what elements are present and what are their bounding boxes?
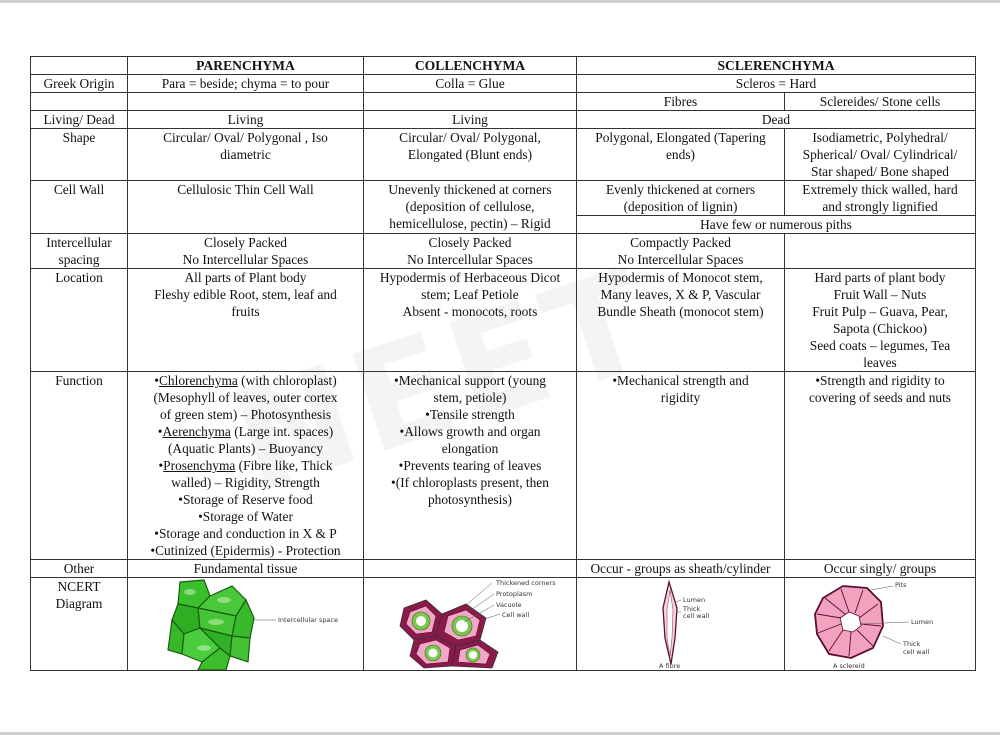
cellwall-fibres: Evenly thickened at corners (deposition of lignin): [577, 181, 785, 216]
list-item: • Mechanical support (young stem, petiole): [368, 372, 572, 406]
shape-sclereides: Isodiametric, Polyhedral/ Spherical/ Oval/ Cylindrical/ Star shaped/ Bone shaped: [785, 129, 976, 181]
cell-wall-label: Cell wall: [502, 611, 530, 619]
row-shape: [31, 129, 976, 181]
row-intercellular-spacing: [31, 234, 976, 269]
label-shape: Shape: [31, 129, 128, 181]
list-item: • Aerenchyma (Large int. spaces) (Aquatic Plants) – Buoyancy: [132, 423, 359, 457]
label-ncert-diagram: NCERT Diagram: [31, 578, 128, 671]
label-other: Other: [31, 560, 128, 578]
list-item: • Prevents tearing of leaves: [368, 457, 572, 474]
shape-parenchyma: Circular/ Oval/ Polygonal , Iso diametric: [128, 129, 364, 181]
spacing-parenchyma: Closely Packed No Intercellular Spaces: [128, 234, 364, 269]
row-subheader: [31, 93, 976, 111]
vacuole-label: Vacuole: [496, 601, 522, 609]
spacing-collenchyma: Closely Packed No Intercellular Spaces: [364, 234, 577, 269]
other-parenchyma: Fundamental tissue: [128, 560, 364, 578]
list-item: • Strength and rigidity to covering of seeds and nuts: [789, 372, 971, 406]
parenchyma-diagram: [128, 578, 364, 671]
shape-collenchyma: Circular/ Oval/ Polygonal, Elongated (Blunt ends): [364, 129, 577, 181]
sclereid-thick-label: Thick: [903, 640, 921, 648]
sclereid-diagram: [785, 578, 976, 671]
list-item: • (If chloroplasts present, then photosynthesis): [368, 474, 572, 508]
header-row: [31, 57, 976, 75]
cellwall-parenchyma: Cellulosic Thin Cell Wall: [128, 181, 364, 234]
sclereid-caption: A sclereid: [833, 662, 865, 670]
location-parenchyma: All parts of Plant body Fleshy edible Root, stem, leaf and fruits: [128, 269, 364, 372]
label-location: Location: [31, 269, 128, 372]
subheader-sclereides: Sclereides/ Stone cells: [785, 93, 976, 111]
living-sclerenchyma: Dead: [577, 111, 976, 129]
list-item: • Storage and conduction in X & P: [132, 525, 359, 542]
other-collenchyma: [364, 560, 577, 578]
list-item: • Cutinized (Epidermis) - Protection: [132, 542, 359, 559]
location-fibres: Hypodermis of Monocot stem, Many leaves, X & P, Vascular Bundle Sheath (monocot stem): [577, 269, 785, 372]
header-parenchyma: PARENCHYMA: [128, 57, 364, 75]
list-item: • Chlorenchyma (with chloroplast) (Mesophyll of leaves, outer cortex of green stem) – Photosynthesis: [132, 372, 359, 423]
label-intercellular-spacing: Intercellular spacing: [31, 234, 128, 269]
living-collenchyma: Living: [364, 111, 577, 129]
fibre-thick-label: Thick: [683, 605, 701, 613]
subheader-fibres: Fibres: [577, 93, 785, 111]
list-item: • Tensile strength: [368, 406, 572, 423]
piths-sclerenchyma: Have few or numerous piths: [577, 216, 976, 234]
list-item: • Storage of Reserve food: [132, 491, 359, 508]
sclereid-cell-wall-label: cell wall: [903, 648, 930, 656]
other-sclereides: Occur singly/ groups: [785, 560, 976, 578]
row-living-dead: [31, 111, 976, 129]
cellwall-sclereides: Extremely thick walled, hard and strongly lignified: [785, 181, 976, 216]
fibre-diagram: [577, 578, 785, 671]
location-sclereides: Hard parts of plant body Fruit Wall – Nuts Fruit Pulp – Guava, Pear, Sapota (Chickoo) Seed coats – legumes, Tea leaves: [785, 269, 976, 372]
row-greek-origin: [31, 75, 976, 93]
list-item: • Prosenchyma (Fibre like, Thick walled) – Rigidity, Strength: [132, 457, 359, 491]
label-greek-origin: Greek Origin: [31, 75, 128, 93]
greek-parenchyma: Para = beside; chyma = to pour: [128, 75, 364, 93]
shape-fibres: Polygonal, Elongated (Tapering ends): [577, 129, 785, 181]
greek-collenchyma: Colla = Glue: [364, 75, 577, 93]
label-cell-wall: Cell Wall: [31, 181, 128, 234]
row-other: [31, 560, 976, 578]
living-parenchyma: Living: [128, 111, 364, 129]
row-ncert-diagram: [31, 578, 976, 671]
function-sclereides: [785, 372, 976, 560]
sclereid-lumen-label: Lumen: [911, 618, 934, 626]
sclereid-pits-label: Pits: [895, 581, 907, 589]
list-item: • Storage of Water: [132, 508, 359, 525]
location-collenchyma: Hypodermis of Herbaceous Dicot stem; Leaf Petiole Absent - monocots, roots: [364, 269, 577, 372]
row-function: [31, 372, 976, 560]
thickened-corners-label: Thickened corners: [496, 579, 556, 587]
top-border: [0, 0, 1000, 3]
header-collenchyma: COLLENCHYMA: [364, 57, 577, 75]
row-cell-wall: [31, 181, 976, 216]
protoplasm-label: Protoplasm: [496, 590, 533, 598]
fibre-cell-wall-label: cell wall: [683, 612, 710, 620]
function-parenchyma: [128, 372, 364, 560]
label-function: Function: [31, 372, 128, 560]
header-sclerenchyma: SCLERENCHYMA: [577, 57, 976, 75]
greek-sclerenchyma: Scleros = Hard: [577, 75, 976, 93]
spacing-fibres: Compactly Packed No Intercellular Spaces: [577, 234, 785, 269]
intercellular-space-label: Intercellular space: [278, 616, 339, 624]
cellwall-collenchyma: Unevenly thickened at corners (deposition of cellulose, hemicellulose, pectin) – Rigid: [364, 181, 577, 234]
fibre-drawing: [577, 578, 785, 670]
list-item: • Allows growth and organ elongation: [368, 423, 572, 457]
function-collenchyma: [364, 372, 577, 560]
collenchyma-diagram: [364, 578, 577, 671]
fibre-lumen-label: Lumen: [683, 596, 706, 604]
tissue-comparison-table: [30, 56, 976, 671]
function-fibres: [577, 372, 785, 560]
label-living-dead: Living/ Dead: [31, 111, 128, 129]
other-fibres: Occur - groups as sheath/cylinder: [577, 560, 785, 578]
parenchyma-cells-drawing: [128, 578, 364, 670]
list-item: • Mechanical strength and rigidity: [581, 372, 780, 406]
collenchyma-cells-drawing: [364, 578, 577, 670]
sclereid-drawing: [785, 578, 976, 670]
row-location: [31, 269, 976, 372]
fibre-caption: A fibre: [659, 662, 681, 670]
